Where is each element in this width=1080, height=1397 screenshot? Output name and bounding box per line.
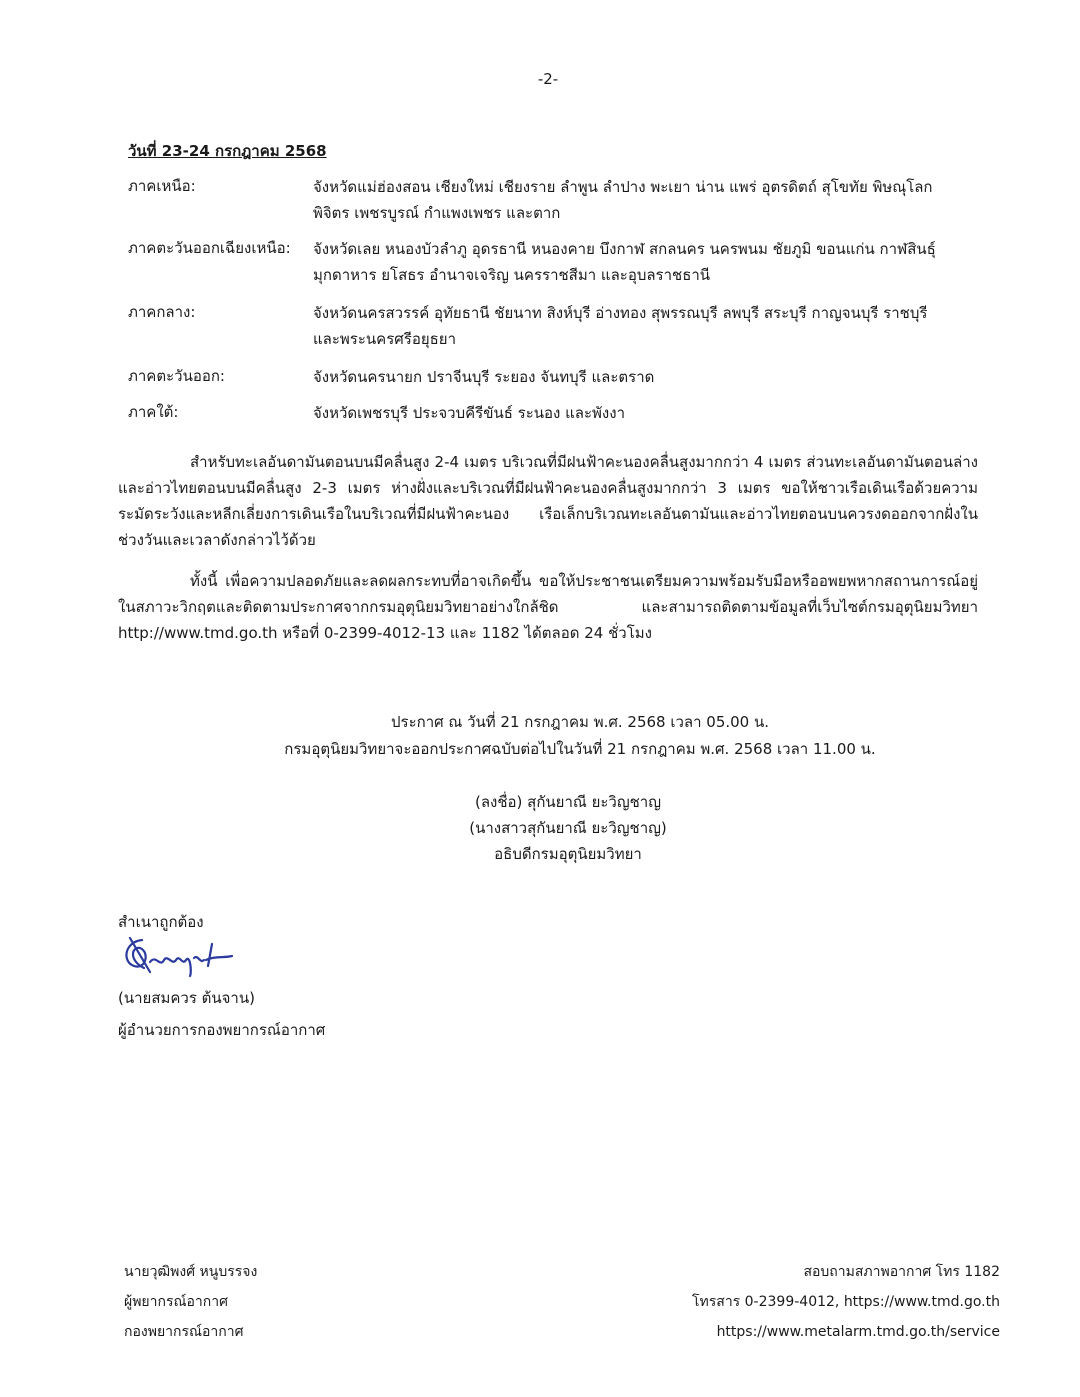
region-label-south: ภาคใต้: bbox=[128, 403, 179, 421]
region-line: จังหวัดเลย หนองบัวลำภู อุดรธานี หนองคาย บึงกาฬ สกลนคร นครพนม ชัยภูมิ ขอนแก่น กาฬสินธุ์ bbox=[313, 240, 936, 258]
paragraph-text: สำหรับทะเลอันดามันตอนบนมีคลื่นสูง 2-4 เมตร บริเวณที่มีฝนฟ้าคะนองคลื่นสูงมากกว่า 4 เมตร ส่วนทะเลอันดามันตอนล่างและอ่าวไทยตอนบนมีคลื่นสูง 2-3 เมตร ห่างฝั่งและบริเวณที่มีฝนฟ้าคะนองคลื่นสูงมากกว่า 3 เมตร ขอให้ชาวเรือเดินเรือด้วยความระมัดระวังและหลีกเลี่ยงการเดินเรือในบริเวณที่มีฝนฟ้าคะนอง เรือเล็กบริเวณทะเลอันดามันและอ่าวไทยตอนบนควรงดออกจากฝั่งในช่วงวันและเวลาดังกล่าวไว้ด้วย bbox=[118, 453, 978, 549]
region-line: จังหวัดเพชรบุรี ประจวบคีรีขันธ์ ระนอง และพังงา bbox=[313, 404, 625, 422]
weather-hotline: สอบถามสภาพอากาศ โทร 1182 bbox=[803, 1264, 1000, 1280]
region-provinces-east bbox=[313, 364, 973, 390]
public-advisory-paragraph bbox=[118, 568, 978, 646]
region-label-north: ภาคเหนือ: bbox=[128, 177, 196, 195]
region-label-east: ภาคตะวันออก: bbox=[128, 367, 225, 385]
footer-right bbox=[692, 1257, 1000, 1347]
region-line: จังหวัดนครสวรรค์ อุทัยธานี ชัยนาท สิงห์บุรี อ่างทอง สุพรรณบุรี ลพบุรี สระบุรี กาญจนบุรี ราชบุรี bbox=[313, 304, 928, 322]
signatory-title: อธิบดีกรมอุตุนิยมวิทยา bbox=[494, 845, 642, 863]
next-announcement: กรมอุตุนิยมวิทยาจะออกประกาศฉบับต่อไปในวันที่ 21 กรกฎาคม พ.ศ. 2568 เวลา 11.00 น. bbox=[284, 740, 876, 758]
region-line: จังหวัดแม่ฮ่องสอน เชียงใหม่ เชียงราย ลำพูน ลำปาง พะเยา น่าน แพร่ อุตรดิตถ์ สุโขทัย พิษณุโลก bbox=[313, 178, 933, 196]
section-heading: วันที่ 23-24 กรกฎาคม 2568 bbox=[128, 142, 327, 160]
region-line: และพระนครศรีอยุธยา bbox=[313, 330, 457, 348]
signed-line: (ลงชื่อ) สุกันยาณี ยะวิญชาญ bbox=[475, 793, 661, 811]
announcement-date: ประกาศ ณ วันที่ 21 กรกฎาคม พ.ศ. 2568 เวลา 05.00 น. bbox=[390, 713, 770, 731]
region-provinces-northeast bbox=[313, 236, 973, 288]
certified-copy-title: ผู้อำนวยการกองพยากรณ์อากาศ bbox=[118, 1021, 326, 1039]
certified-copy-label: สำเนาถูกต้อง bbox=[118, 913, 204, 931]
handwritten-signature bbox=[120, 932, 240, 980]
forecaster-role: ผู้พยากรณ์อากาศ bbox=[124, 1294, 228, 1310]
footer-left bbox=[124, 1257, 257, 1347]
region-provinces-north bbox=[313, 174, 973, 226]
metalarm-link[interactable]: https://www.metalarm.tmd.go.th/service bbox=[716, 1324, 1000, 1340]
region-line: มุกดาหาร ยโสธร อำนาจเจริญ นครราชสีมา และอุบลราชธานี bbox=[313, 266, 711, 284]
region-line: จังหวัดนครนายก ปราจีนบุรี ระยอง จันทบุรี และตราด bbox=[313, 368, 655, 386]
signatory-name: (นางสาวสุกันยาณี ยะวิญชาญ) bbox=[469, 819, 667, 837]
region-line: พิจิตร เพชรบูรณ์ กำแพงเพชร และตาก bbox=[313, 204, 561, 222]
marine-advisory-paragraph bbox=[118, 449, 978, 553]
page-number: -2- bbox=[537, 70, 559, 88]
region-label-central: ภาคกลาง: bbox=[128, 303, 196, 321]
paragraph-text: ทั้งนี้ เพื่อความปลอดภัยและลดผลกระทบที่อาจเกิดขึ้น ขอให้ประชาชนเตรียมความพร้อมรับมือหรืออพยพหากสถานการณ์อยู่ในสภาวะวิกฤตและติดตามประกาศจากกรมอุตุนิยมวิทยาอย่างใกล้ชิด และสามารถติดตามข้อมูลที่เว็บไซต์กรมอุตุนิยมวิทยา http://www.tmd.go.th หรือที่ 0-2399-4012-13 และ 1182 ได้ตลอด 24 ชั่วโมง bbox=[118, 572, 978, 642]
forecaster-name: นายวุฒิพงศ์ หนูบรรจง bbox=[124, 1264, 258, 1280]
fax-website: โทรสาร 0-2399-4012, https://www.tmd.go.th bbox=[692, 1294, 1000, 1310]
forecaster-division: กองพยากรณ์อากาศ bbox=[124, 1324, 244, 1340]
region-provinces-south bbox=[313, 400, 973, 426]
region-label-northeast: ภาคตะวันออกเฉียงเหนือ: bbox=[128, 239, 291, 257]
region-provinces-central bbox=[313, 300, 973, 352]
certified-copy-name: (นายสมควร ต้นจาน) bbox=[118, 989, 255, 1007]
